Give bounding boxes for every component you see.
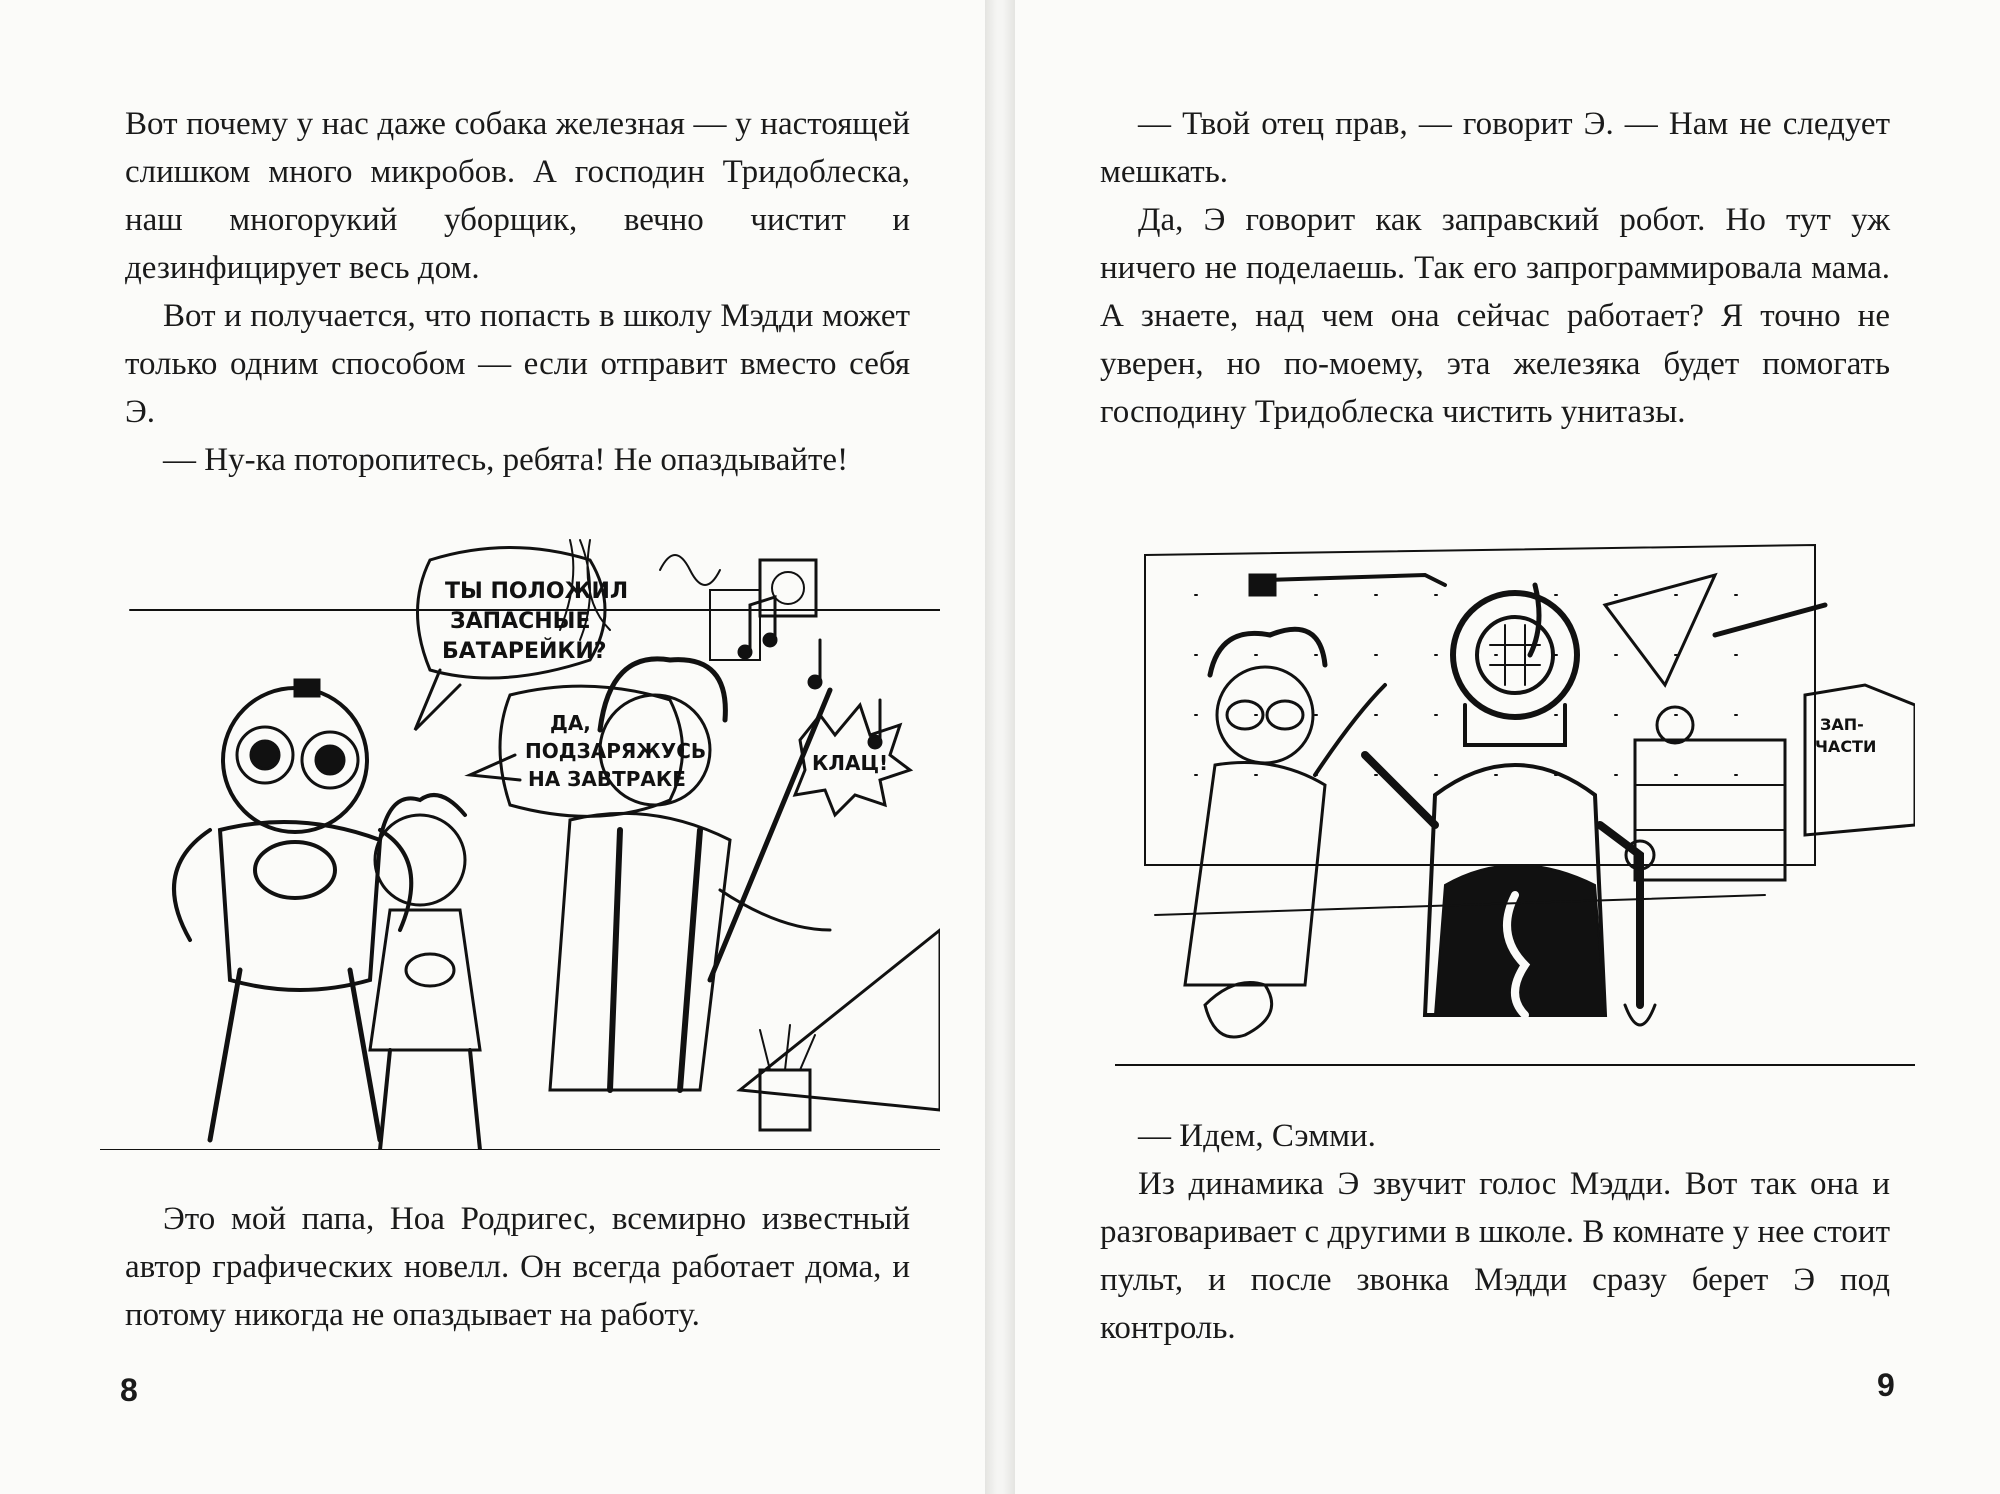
left-paragraph-2: Вот и получается, что попасть в школу Мэдди может только одним способом — если отправит вместо себя Э. — [125, 298, 910, 430]
bubble-1-line-2: ЗАПАСНЫЕ — [450, 609, 591, 634]
page-number-right: 9 — [1877, 1367, 1895, 1403]
right-paragraph-1: — Твой отец прав, — говорит Э. — Нам не следует мешкать. — [1100, 106, 1890, 190]
right-page — [1015, 0, 2000, 1494]
bubble-1-line-1: ТЫ ПОЛОЖИЛ — [445, 579, 629, 604]
box-label-line-2: ЧАСТИ — [1815, 737, 1877, 756]
right-illustration — [1115, 535, 1915, 1095]
left-paragraph-4: Это мой папа, Ноа Родригес, всемирно известный автор графических новелл. Он всегда работает дома, и потому никогда не опаздывает на работу. — [125, 1201, 910, 1333]
left-top-text — [125, 100, 910, 484]
page-number-left: 8 — [120, 1372, 138, 1408]
box-label-line-1: ЗАП- — [1820, 715, 1864, 734]
right-paragraph-4: Из динамика Э звучит голос Мэдди. Вот так она и разговаривает с другими в школе. В комнате у нее стоит пульт, и после звонка Мэдди сразу берет Э под контроль. — [1100, 1166, 1890, 1346]
right-bottom-text — [1100, 1112, 1890, 1352]
book-gutter — [985, 0, 1015, 1494]
sound-effect-text: КЛАЦ! — [812, 751, 889, 775]
bubble-2-line-1: ДА, — [550, 711, 591, 735]
right-paragraph-3: — Идем, Сэмми. — [1138, 1118, 1376, 1154]
left-paragraph-1: Вот почему у нас даже собака железная — у настоящей слишком много микробов. А господин Тридоблеска, наш многорукий уборщик, вечно чистит и дезинфицирует весь дом. — [125, 106, 910, 286]
left-page — [0, 0, 985, 1494]
left-illustration — [100, 530, 940, 1150]
bubble-2-line-3: НА ЗАВТРАКЕ — [528, 767, 686, 791]
bubble-1-line-3: БАТАРЕЙКИ? — [442, 639, 607, 664]
right-paragraph-2: Да, Э говорит как заправский робот. Но тут уж ничего не поделаешь. Так его запрограммировала мама. А знаете, над чем она сейчас работает? Я точно не уверен, но по-моему, эта железяка будет помогать господину Тридоблеска чистить унитазы. — [1100, 202, 1890, 430]
left-paragraph-3: — Ну-ка поторопитесь, ребята! Не опаздывайте! — [163, 442, 849, 478]
right-top-text — [1100, 100, 1890, 436]
left-bottom-text — [125, 1195, 910, 1339]
bubble-2-line-2: ПОДЗАРЯЖУСЬ — [525, 739, 707, 763]
